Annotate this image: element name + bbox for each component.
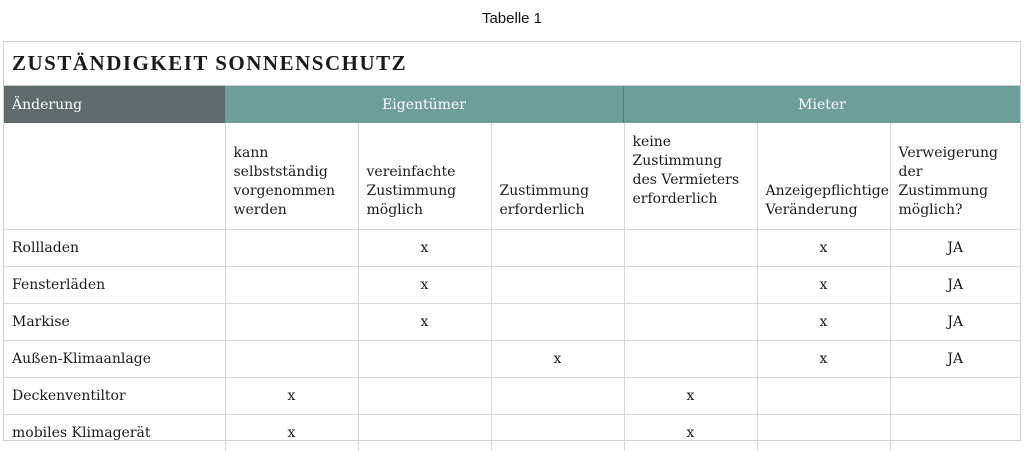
- table-cell: [624, 230, 757, 267]
- table-title: ZUSTÄNDIGKEIT SONNENSCHUTZ: [4, 42, 1020, 86]
- table-cell: [491, 304, 624, 341]
- table-cell: x: [757, 304, 890, 341]
- responsibility-table: [3, 41, 1021, 441]
- row-label: Deckenventiltor: [4, 378, 225, 415]
- table-cell: [491, 230, 624, 267]
- table-cell: [358, 341, 491, 378]
- subheader-cell: Verweigerung der Zustimmung möglich?: [890, 123, 1020, 230]
- row-label: Fensterläden: [4, 267, 225, 304]
- group-header-row: [4, 86, 1020, 123]
- row-label: Außen-Klimaanlage: [4, 341, 225, 378]
- table-cell: [491, 378, 624, 415]
- table-cell: [225, 304, 358, 341]
- table-row: [4, 341, 1020, 378]
- table-row: [4, 267, 1020, 304]
- header-tenant: Mieter: [624, 86, 1020, 123]
- table-cell: [624, 304, 757, 341]
- table-cell: JA: [890, 304, 1020, 341]
- table-cell: x: [624, 415, 757, 451]
- table-cell: x: [358, 304, 491, 341]
- table-cell: x: [757, 267, 890, 304]
- subheader-cell: Zustimmung erforderlich: [491, 123, 624, 230]
- table-cell: [225, 267, 358, 304]
- table-cell: JA: [890, 230, 1020, 267]
- subheader-cell: Anzeigepflichtige Veränderung: [757, 123, 890, 230]
- table-cell: x: [491, 341, 624, 378]
- table-cell: x: [757, 230, 890, 267]
- header-owner: Eigentümer: [225, 86, 624, 123]
- table-cell: [890, 378, 1020, 415]
- table-cell: x: [757, 341, 890, 378]
- subheader-row: [4, 123, 1020, 230]
- table-cell: [757, 378, 890, 415]
- table-cell: [624, 267, 757, 304]
- table-cell: x: [624, 378, 757, 415]
- subheader-cell: kann selbstständig vorgenommen werden: [225, 123, 358, 230]
- table-row: [4, 415, 1020, 451]
- table-row: [4, 230, 1020, 267]
- table-cell: [358, 378, 491, 415]
- table-cell: x: [225, 378, 358, 415]
- table-cell: [225, 341, 358, 378]
- table-cell: x: [358, 267, 491, 304]
- table-cell: [491, 267, 624, 304]
- table-cell: [358, 415, 491, 451]
- subheader-cell: vereinfachte Zustimmung möglich: [358, 123, 491, 230]
- table-cell: [225, 230, 358, 267]
- table-cell: JA: [890, 267, 1020, 304]
- row-label: mobiles Klimagerät: [4, 415, 225, 451]
- table-caption: Tabelle 1: [0, 10, 1024, 27]
- table-cell: [757, 415, 890, 451]
- table-cell: JA: [890, 341, 1020, 378]
- subheader-cell: keine Zustimmung des Vermieters erforderlich: [624, 123, 757, 230]
- row-label: Rollladen: [4, 230, 225, 267]
- subheader-cell: [4, 123, 225, 230]
- row-label: Markise: [4, 304, 225, 341]
- table-row: [4, 304, 1020, 341]
- header-change: Änderung: [4, 86, 225, 123]
- table-cell: [624, 341, 757, 378]
- table-cell: [491, 415, 624, 451]
- table-cell: x: [225, 415, 358, 451]
- table-cell: x: [358, 230, 491, 267]
- table-row: [4, 378, 1020, 415]
- table-cell: [890, 415, 1020, 451]
- data-table: [4, 123, 1020, 451]
